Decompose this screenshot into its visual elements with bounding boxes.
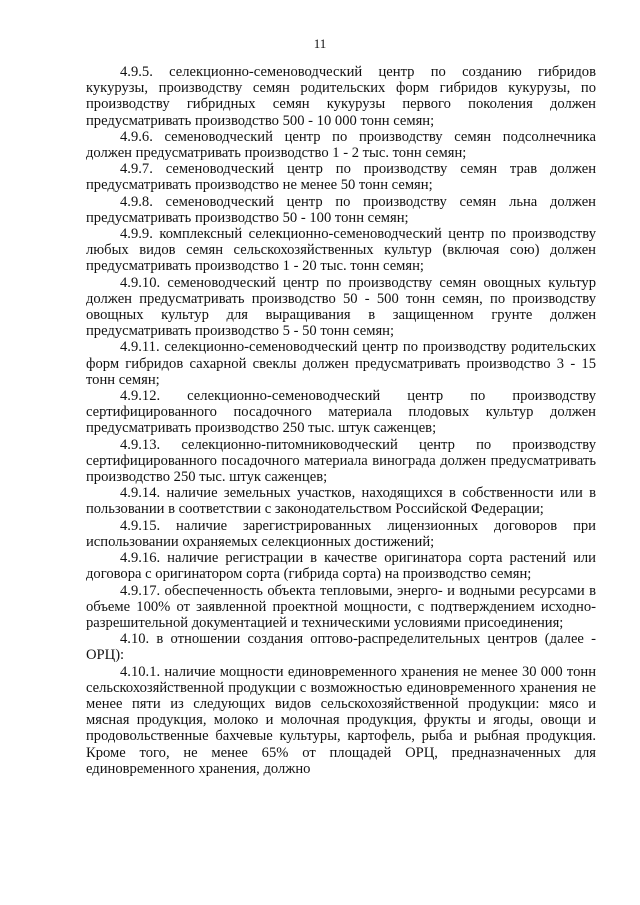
paragraph-4-9-9: 4.9.9. комплексный селекционно-семеноводческий центр по производству любых видов семян сельскохозяйственных культур (включая сою) должен предусматривать производство 1 - 20 тыс. тонн семян; xyxy=(86,226,596,275)
page-number: 11 xyxy=(313,36,327,51)
paragraph-4-9-8: 4.9.8. семеноводческий центр по производству семян льна должен предусматривать производство 50 - 100 тонн семян; xyxy=(86,193,596,226)
paragraph-4-9-10: 4.9.10. семеноводческий центр по производству семян овощных культур должен предусматривать производство 50 - 500 тонн семян, по производству овощных культур для выращивания в защищенном грунте должен предусматривать производство 5 - 50 тонн семян; xyxy=(86,274,596,340)
paragraph-4-10: 4.10. в отношении создания оптово-распределительных центров (далее - ОРЦ): xyxy=(86,631,596,664)
paragraph-4-9-17: 4.9.17. обеспеченность объекта тепловыми, энерго- и водными ресурсами в объеме 100% от заявленной проектной мощности, с подтверждением исходно-разрешительной документацией и техническими условиями присоединения; xyxy=(86,582,596,631)
paragraph-4-9-14: 4.9.14. наличие земельных участков, находящихся в собственности или в пользовании в соответствии с законодательством Российской Федерации; xyxy=(86,485,596,518)
paragraph-4-10-1: 4.10.1. наличие мощности единовременного хранения не менее 30 000 тонн сельскохозяйственной продукции с возможностью единовременного хранения не менее пяти из следующих видов сельскохозяйственной продукции: мясо и мясная продукция, молоко и молочная продукция, фрукты и ягоды, овощи и продовольственные бахчевые культуры, картофель, рыба и рыбная продукция. Кроме того, не менее 65% от площадей ОРЦ, предназначенных для единовременного хранения, должно xyxy=(86,663,596,777)
paragraph-4-9-15: 4.9.15. наличие зарегистрированных лицензионных договоров при использовании охраняемых селекционных достижений; xyxy=(86,517,596,550)
paragraph-4-9-12: 4.9.12. селекционно-семеноводческий центр по производству сертифицированного посадочного материала плодовых культур должен предусматривать производство 250 тыс. штук саженцев; xyxy=(86,388,596,437)
paragraph-4-9-11: 4.9.11. селекционно-семеноводческий центр по производству родительских форм гибридов сахарной свеклы должен предусматривать производство 3 - 15 тонн семян; xyxy=(86,339,596,388)
paragraph-4-9-16: 4.9.16. наличие регистрации в качестве оригинатора сорта растений или договора с оригинатором сорта (гибрида сорта) на производство семян; xyxy=(86,550,596,583)
paragraph-4-9-6: 4.9.6. семеноводческий центр по производству семян подсолнечника должен предусматривать производство 1 - 2 тыс. тонн семян; xyxy=(86,128,596,162)
document-body xyxy=(86,64,596,777)
paragraph-4-9-13: 4.9.13. селекционно-питомниководческий центр по производству сертифицированного посадочного материала винограда должен предусматривать производство 250 тыс. штук саженцев; xyxy=(86,436,596,486)
paragraph-4-9-7: 4.9.7. семеноводческий центр по производству семян трав должен предусматривать производство не менее 50 тонн семян; xyxy=(86,161,596,194)
paragraph-4-9-5: 4.9.5. селекционно-семеноводческий центр по созданию гибридов кукурузы, производству семян родительских форм гибридов кукурузы, по производству гибридных семян кукурузы первого поколения должен предусматривать производство 500 - 10 000 тонн семян; xyxy=(86,64,596,129)
